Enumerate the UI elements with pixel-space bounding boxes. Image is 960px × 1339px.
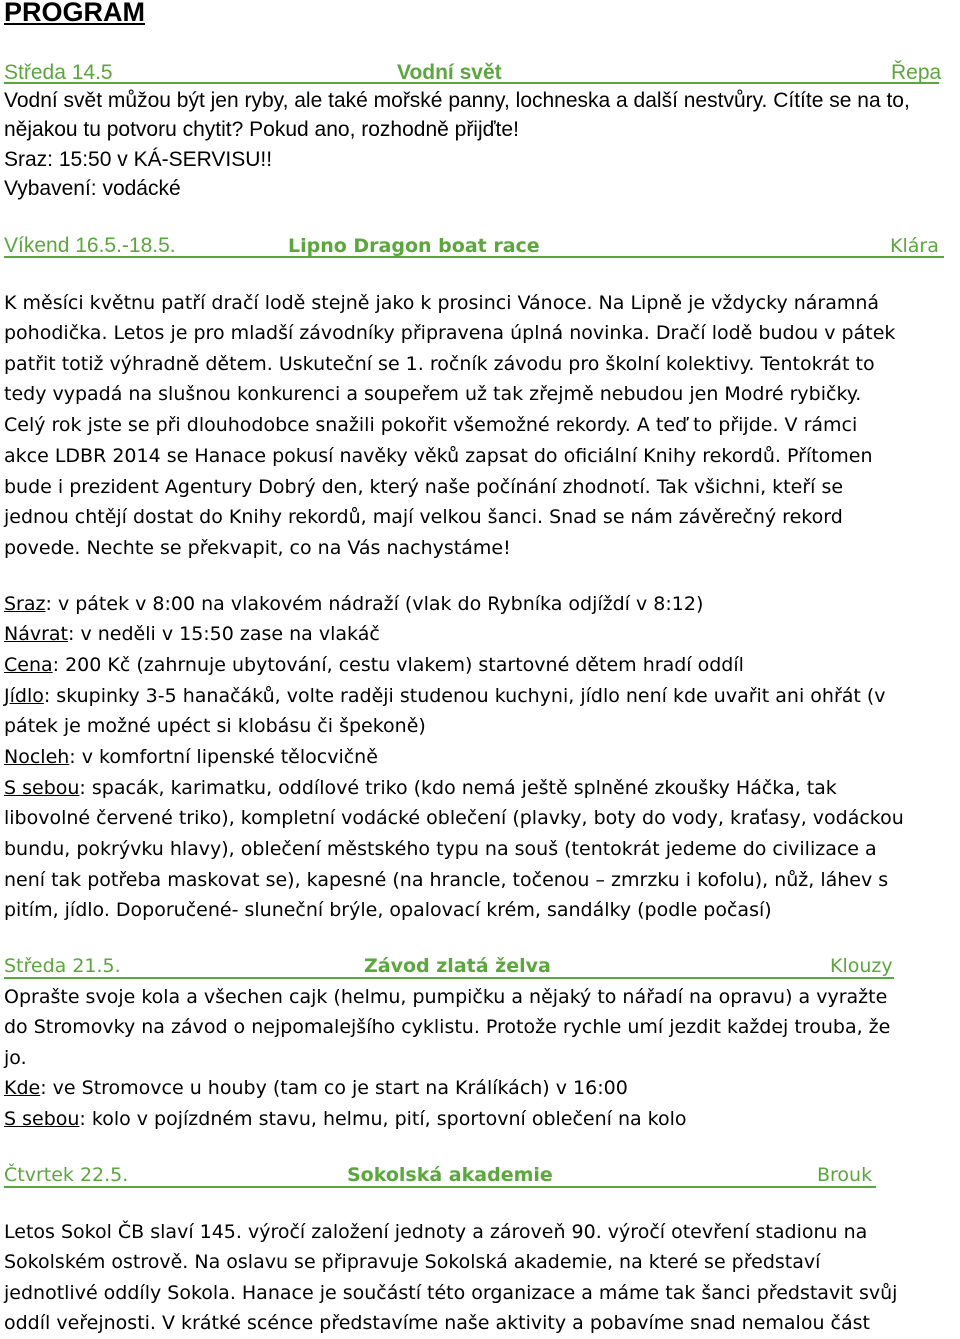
event-2-line: bude i prezident Agentury Dobrý den, který naše počínání zhodnotí. Tak všichni, kteří se [4,476,844,498]
detail-value: : ve Stromovce u houby (tam co je start na Králíkách) v 16:00 [40,1077,628,1099]
event-2-line: Celý rok jste se při dlouhodobce snažili pokořit všemožné rekordy. A teď to přijde. V rámci [4,414,858,436]
detail-label: Kde [4,1077,41,1099]
event-4-line: Sokolském ostrově. Na oslavu se připravuje Sokolská akademie, na které se představí [4,1251,821,1273]
detail-label: Návrat [4,623,69,645]
event-1-line: Vodní svět můžou být jen ryby, ale také mořské panny, lochneska a další nestvůry. Cítíte se na to, [4,89,910,112]
event-2-line: povede. Nechte se překvapit, co na Vás nachystáme! [4,537,511,559]
event-4-line: oddíl veřejnosti. V krátké scénce představíme naše aktivity a pobavíme snad nemalou část [4,1312,870,1334]
event-1-line: nějakou tu potvoru chytit? Pokud ano, rozhodně přijďte! [4,118,519,141]
detail-label: Cena [4,654,53,676]
event-2-line: tedy vypadá na slušnou konkurenci a soupeřem už tak zřejmě nebudou jen Modré rybičky. [4,383,862,405]
event-3-heading-underline [4,977,894,979]
event-2-leader: Klára [890,235,939,257]
event-1-name: Vodní svět [397,61,502,84]
detail-continuation: bundu, pokrývku hlavy), oblečení městského typu na souš (tentokrát jedeme do civilizace a [4,838,877,860]
detail-row-s-sebou [4,777,837,799]
event-4-line: Letos Sokol ČB slaví 145. výročí založení jednoty a zároveň 90. výročí otevření stadionu na [4,1221,868,1243]
event-2-line: patřit totiž výhradně dětem. Uskuteční se 1. ročník závodu pro školní kolektivy. Tentokrát to [4,353,875,375]
detail-continuation: libovolné červené triko), kompletní vodácké oblečení (plavky, boty do vody, kraťasy, vodáckou [4,807,904,829]
event-2-name: Lipno Dragon boat race [288,235,540,257]
detail-row-s-sebou [4,1108,687,1130]
detail-row-navrat [4,623,380,645]
detail-row-sraz [4,593,703,615]
detail-row-nocleh [4,746,378,768]
event-2-line: pohodička. Letos je pro mladší závodníky připravena úplná novinka. Dračí lodě budou v pátek [4,322,896,344]
event-1-date: Středa 14.5 [4,61,113,84]
detail-row-kde [4,1077,628,1099]
event-3-line: jo. [4,1047,27,1069]
detail-continuation: není tak potřeba maskovat se), kapesné (na hrancle, točenou – zmrzku i kofolu), nůž, láhev s [4,869,889,891]
detail-value: : v pátek v 8:00 na vlakovém nádraží (vlak do Rybníka odjíždí v 8:12) [45,593,704,615]
detail-continuation: pátek je možné upéct si klobásu či špekoně) [4,715,426,737]
detail-value: : spacák, karimatku, oddílové triko (kdo nemá ještě splněné zkoušky Háčka, tak [79,777,837,799]
detail-label: S sebou [4,1108,80,1130]
event-4-line: jednotlivé oddíly Sokola. Hanace je součástí této organizace a máme tak šanci představit svůj [4,1282,898,1304]
detail-value: : kolo v pojízdném stavu, helmu, pití, sportovní oblečení na kolo [79,1108,687,1130]
event-2-line: jednou chtějí dostat do Knihy rekordů, mají velkou šanci. Snad se nám závěrečný rekord [4,506,843,528]
event-3-date: Středa 21.5. [4,955,121,977]
event-3-name: Závod zlatá želva [364,955,551,977]
detail-row-jidlo [4,685,886,707]
detail-value: : v neděli v 15:50 zase na vlakáč [68,623,380,645]
detail-label: Sraz [4,593,46,615]
event-2-date: Víkend 16.5.-18.5. [4,234,176,257]
event-4-heading-underline [4,1186,876,1188]
page-title: PROGRAM [4,0,145,27]
event-1-line: Sraz: 15:50 v KÁ-SERVISU!! [4,148,273,171]
event-1-line: Vybavení: vodácké [4,177,181,200]
detail-value: : skupinky 3-5 hanačáků, volte raději studenou kuchyni, jídlo není kde uvařit ani ohřát (v [43,685,886,707]
detail-label: Nocleh [4,746,70,768]
event-2-line: akce LDBR 2014 se Hanace pokusí navěky věků zapsat do oficiální Knihy rekordů. Přítomen [4,445,873,467]
detail-row-cena [4,654,744,676]
detail-label: Jídlo [4,685,44,707]
detail-label: S sebou [4,777,80,799]
detail-value: : v komfortní lipenské tělocvičně [69,746,378,768]
event-4-leader: Brouk [817,1164,873,1186]
event-3-line: do Stromovky na závod o nejpomalejšího cyklistu. Protože rychle umí jezdit každej trouba, že [4,1016,891,1038]
event-1-leader: Řepa [891,61,942,84]
event-4-date: Čtvrtek 22.5. [4,1164,129,1186]
detail-value: : 200 Kč (zahrnuje ubytování, cestu vlakem) startovné dětem hradí oddíl [52,654,744,676]
event-2-line: K měsíci květnu patří dračí lodě stejně jako k prosinci Vánoce. Na Lipně je vždycky náramná [4,292,880,314]
detail-continuation: pitím, jídlo. Doporučené- sluneční brýle, opalovací krém, sandálky (podle počasí) [4,899,772,921]
event-3-leader: Klouzy [830,955,893,977]
event-3-line: Oprašte svoje kola a všechen cajk (helmu, pumpičku a nějaký to nářadí na opravu) a vyražte [4,986,888,1008]
event-4-name: Sokolská akademie [347,1164,553,1186]
